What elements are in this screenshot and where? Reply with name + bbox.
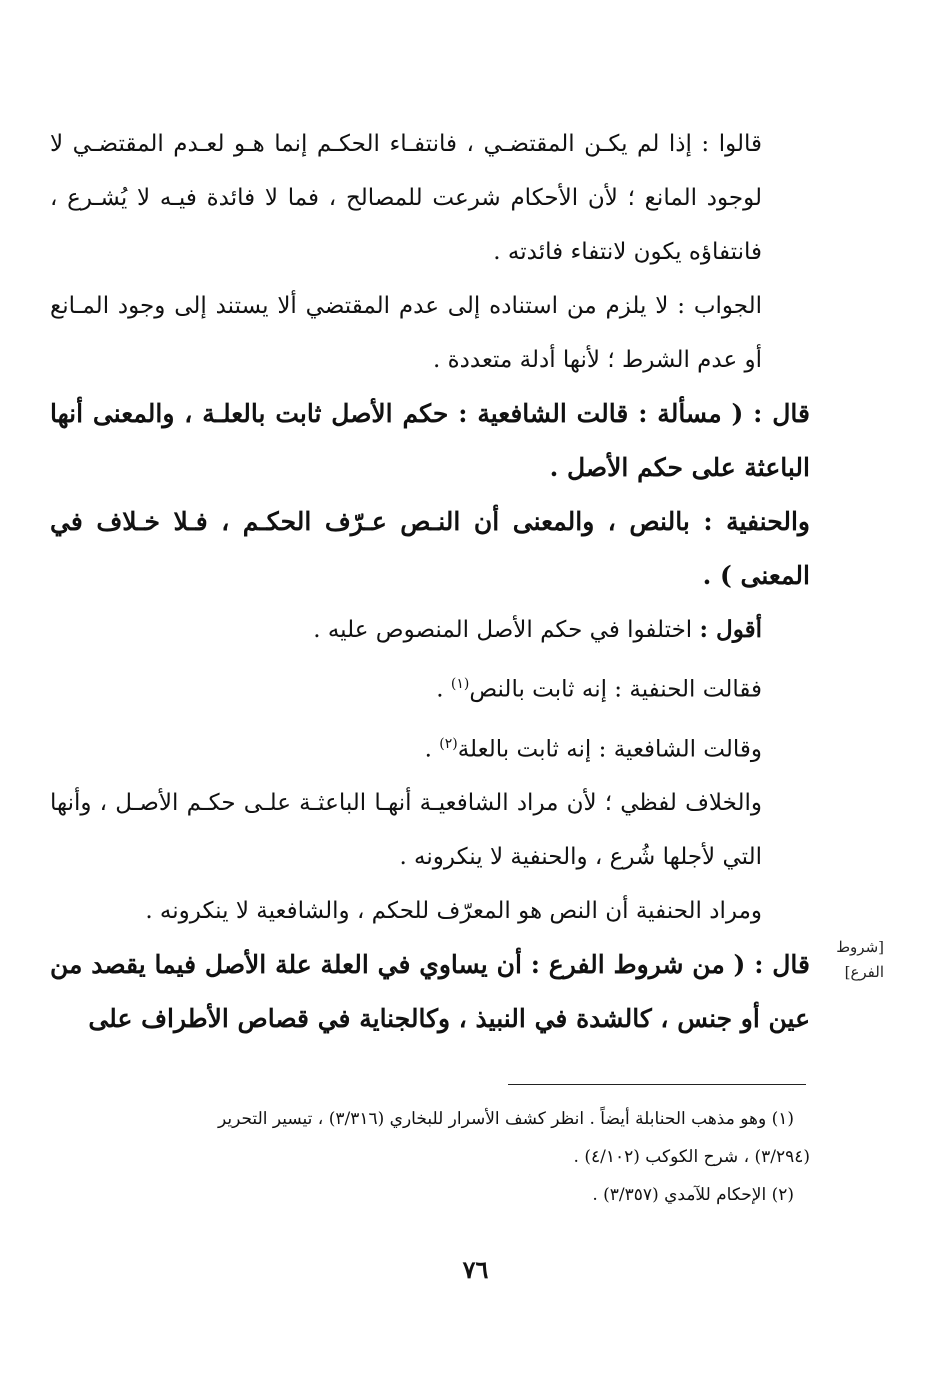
paragraph-hanafi-intent: ومراد الحنفية أن النص هو المعرّف للحكم ، والشافعية لا ينكرونه . [145,898,762,925]
footnote-1-line1: (١) وهو مذهب الحنابلة أيضاً . انظر كشف الأسرار للبخاري (٣/٣١٦) ، تيسير التحرير [217,1109,794,1129]
paragraph-objection: قالوا : إذا لم يكـن المقتضـي ، فانتفـاء الحكـم إنما هـو لعـدم المقتضـي لا لوجود المانع ؛ لأن الأحكام شرعت للمصالح ، فما لا فائدة فيـه لا يُشـرع ، فانتفاؤه يكون لانتفاء فائدته . [50,131,762,265]
body-text [50,117,810,1046]
paragraph-quote-issue: قال : ( مسألة : قالت الشافعية : حكم الأصل ثابت بالعلـة ، والمعنى أنها الباعثة على حكم الأصل . [50,399,810,482]
paragraph-quote-hanafi: والحنفية : بالنص ، والمعنى أن النـص عـرّف الحكـم ، فـلا خـلاف في المعنى ) . [50,507,810,590]
hanafi-view-text: فقالت الحنفية : إنه ثابت بالنص [469,676,762,703]
footnote-ref-2[interactable]: (٢) [439,735,458,752]
paragraph-commentary [50,603,810,657]
commentary-text: اختلفوا في حكم الأصل المنصوص عليه . [313,617,693,643]
page-number: ٧٦ [462,1255,489,1284]
margin-heading-branch-conditions: [شروط الفرع] [836,938,884,981]
shafii-view-end: . [424,736,440,763]
paragraph-answer: الجواب : لا يلزم من استناده إلى عدم المقتضي ألا يستند إلى وجود المـانع أو عدم الشرط ؛ لأنها أدلة متعددة . [50,293,762,373]
footnote-divider [508,1084,806,1085]
footnote-2: (٢) الإحكام للآمدي (٣/٣٥٧) . [592,1185,794,1205]
paragraph-verbal-dispute: والخلاف لفظي ؛ لأن مراد الشافعيـة أنهـا الباعثـة علـى حكـم الأصـل ، وأنها التي لأجلها شُرع ، والحنفية لا ينكرونه . [50,790,762,871]
footnotes [50,1100,810,1214]
commentary-keyword: أقول : [699,616,762,643]
paragraph-hanafi-view [50,657,810,717]
footnote-ref-1[interactable]: (١) [450,676,470,692]
paragraph-quote-branch-conditions: قال : ( من شروط الفرع : أن يساوي في العلة علة الأصل فيما يقصد من عين أو جنس ، كالشدة في النبيذ ، وكالجناية في قصاص الأطراف على [50,950,810,1034]
hanafi-view-end: . [436,676,451,703]
paragraph-shafii-view [50,717,810,777]
footnote-1-line2: (٣/٢٩٤) ، شرح الكوكب (٤/١٠٢) . [573,1147,810,1167]
shafii-view-text: وقالت الشافعية : إنه ثابت بالعلة [457,736,762,763]
